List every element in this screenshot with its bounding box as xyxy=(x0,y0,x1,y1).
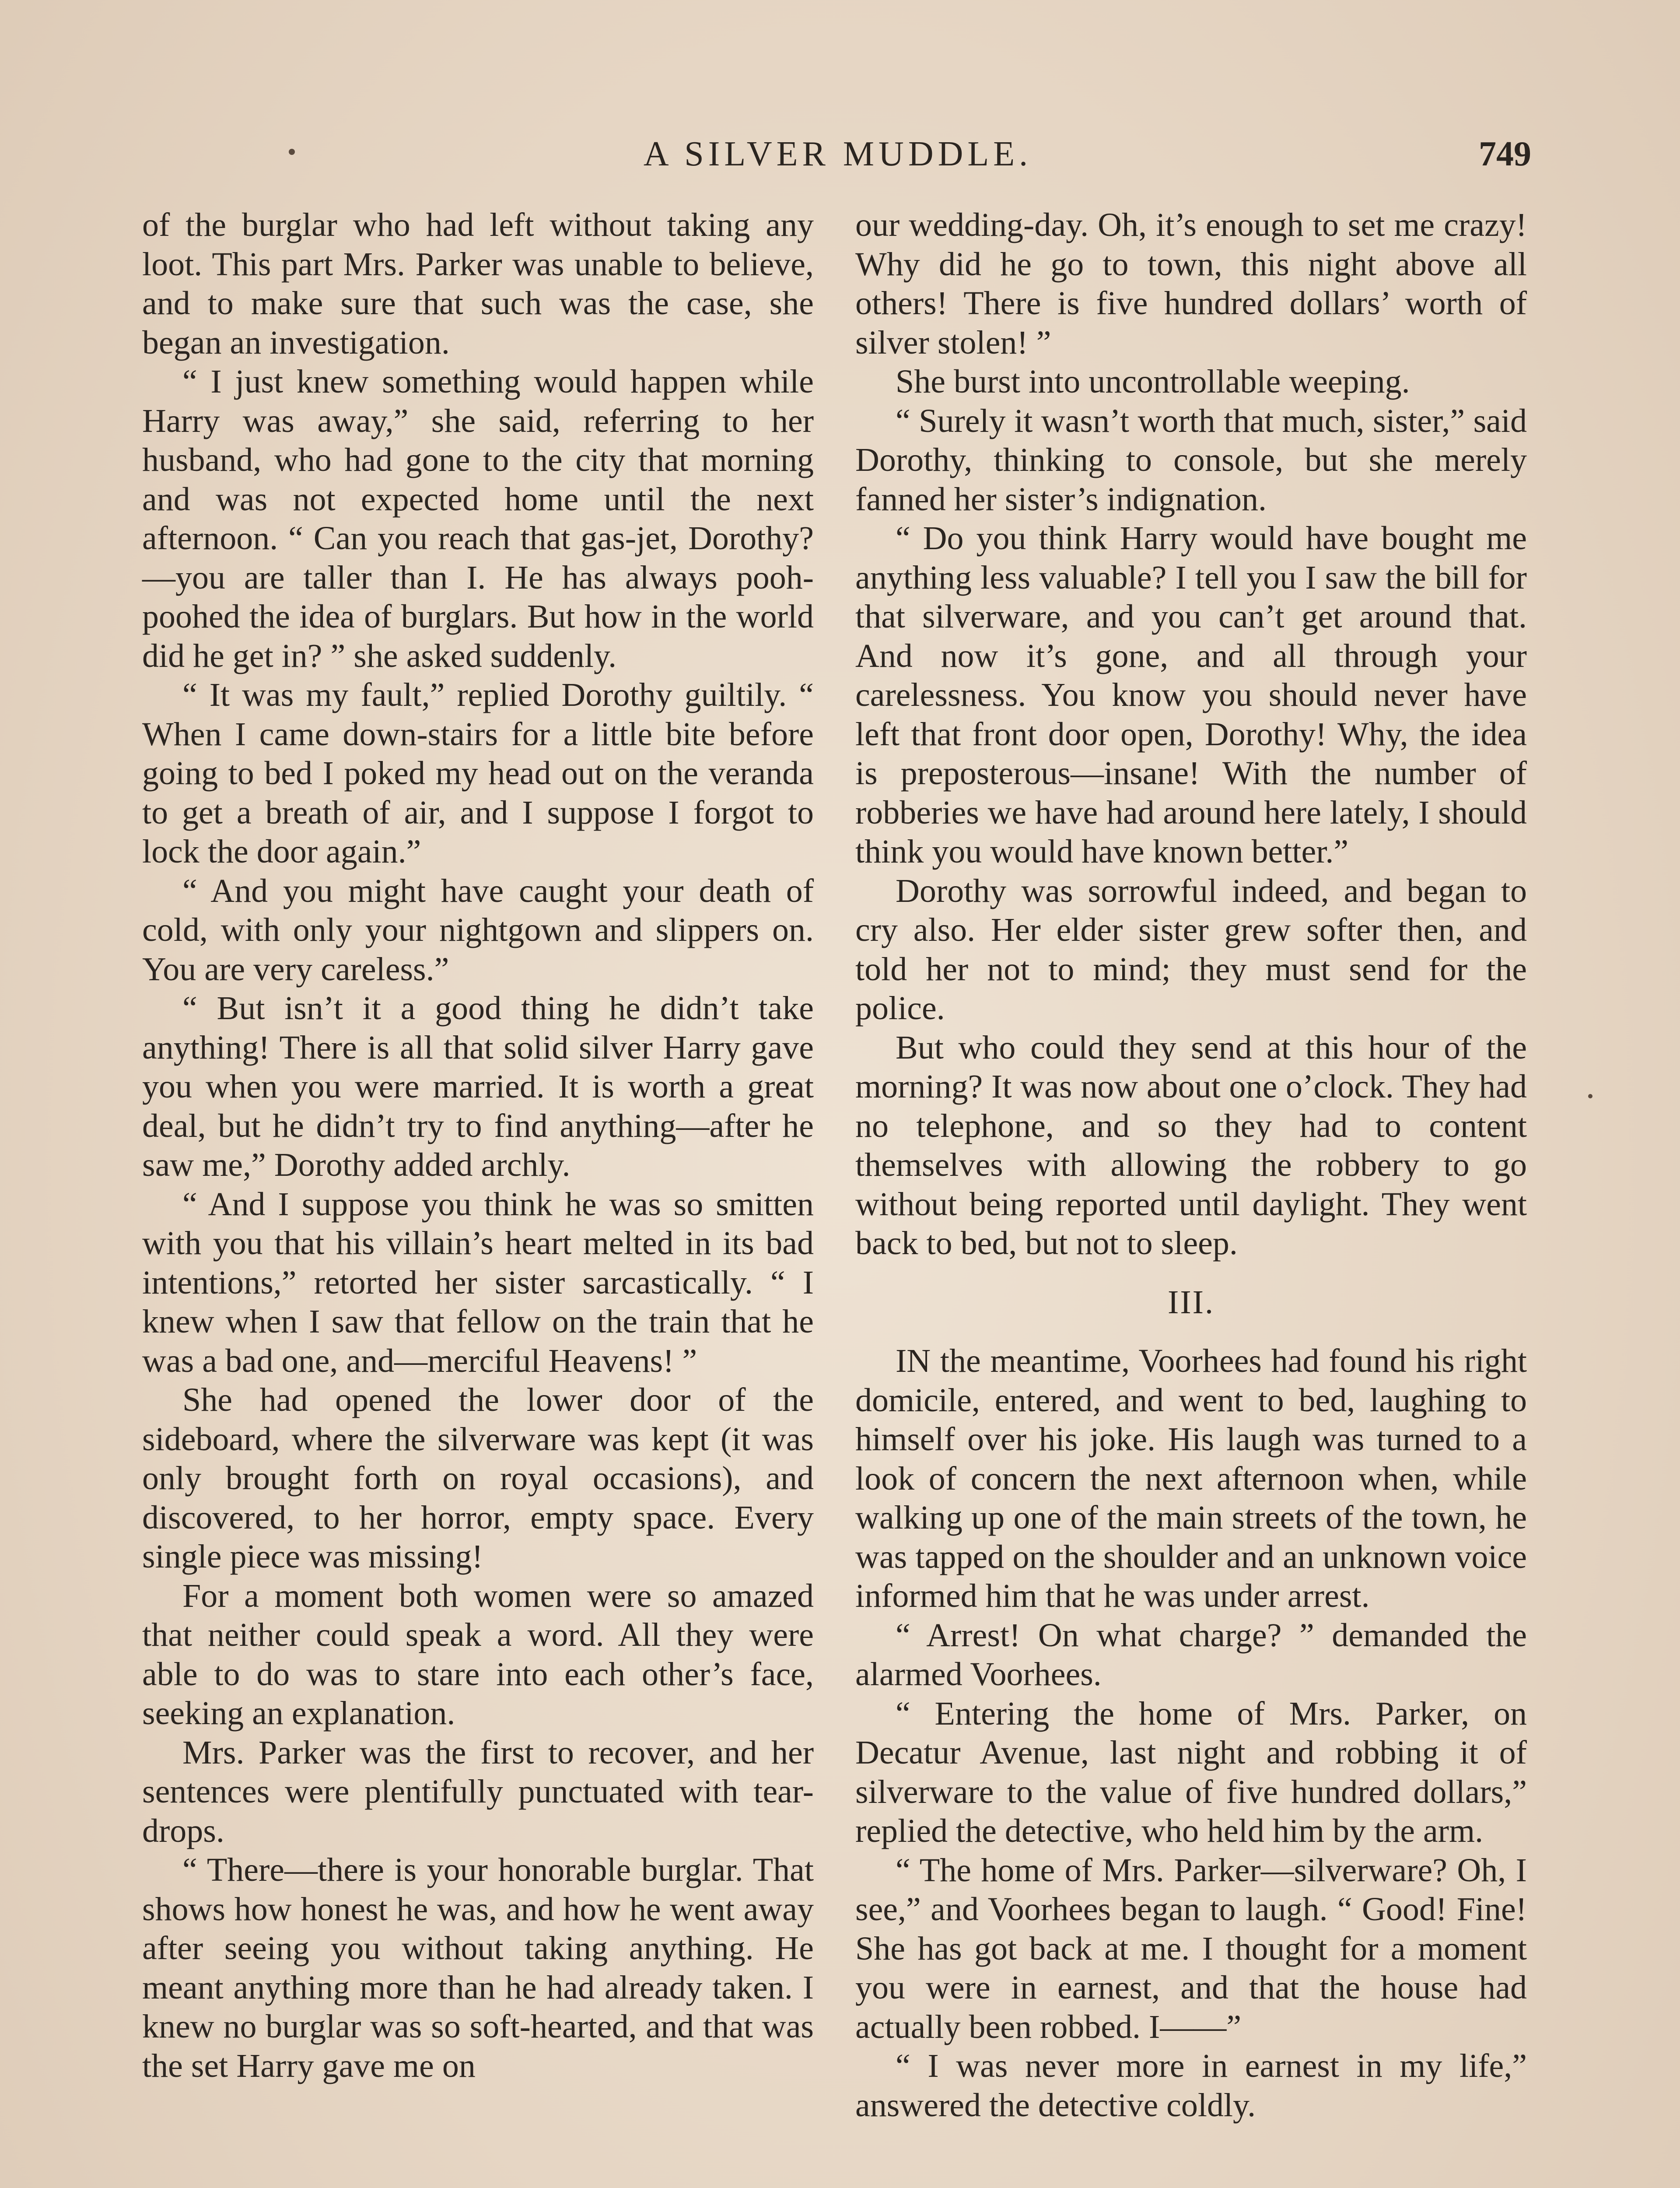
paragraph: IN the meantime, Voorhees had found his right domicile, entered, and went to bed, laughing to himself over his joke. His laugh was turned to a look of concern the next afternoon when, while walking up one of the main streets of the town, he was tapped on the shoulder and an unknown voice informed him that he was under arrest. xyxy=(855,1343,1527,1614)
paragraph: But who could they send at this hour of the morning? It was now about one o’clock. They had no telephone, and so they had to content themselves with allowing the robbery to go without being reported until daylight. They went back to bed, but not to sleep. xyxy=(855,1029,1527,1262)
paragraph: For a moment both women were so amazed that neither could speak a word. All they were able to do was to stare into each other’s face, seeking an explanation. xyxy=(142,1577,814,1732)
paragraph: “ There—there is your honorable burglar. That shows how honest he was, and how he went away after seeing you without taking anything. He meant anything more than he had already taken. I knew no burglar was so soft-hearted, and that was the set Harry gave me on xyxy=(142,1851,814,2084)
paragraph: “ I just knew something would happen while Harry was away,” she said, referring to her husband, who had gone to the city that morning and was not expected home until the next afternoon. “ Can you reach that gas-jet, Dorothy?—you are taller than I. He has always pooh-poohed the idea of burglars. But how in the world did he get in? ” she asked suddenly. xyxy=(142,363,814,674)
paragraph: “ The home of Mrs. Parker—silverware? Oh, I see,” and Voorhees began to laugh. “ Good! Fine! She has got back at me. I thought for a moment you were in earnest, and that the house had actually been robbed. I——” xyxy=(855,1851,1527,2045)
paragraph: “ It was my fault,” replied Dorothy guiltily. “ When I came down-stairs for a little bite before going to bed I poked my head out on the veranda to get a breath of air, and I suppose I forgot to lock the door again.” xyxy=(142,677,814,870)
page-header xyxy=(144,128,1531,180)
paragraph: “ Do you think Harry would have bought me anything less valuable? I tell you I saw the bill for that silverware, and you can’t get around that. And now it’s gone, and all through your carelessness. You know you should never have left that front door open, Dorothy! Why, the idea is preposterous—insane! With the number of robberies we have had around here lately, I should think you would have known better.” xyxy=(855,520,1527,870)
paragraph: “ I was never more in earnest in my life,” answered the detective coldly. xyxy=(855,2048,1527,2124)
paragraph: She burst into uncontrollable weeping. xyxy=(896,363,1410,400)
paragraph: She had opened the lower door of the sideboard, where the silverware was kept (it was only brought forth on royal occasions), and discovered, to her horror, empty space. Every single piece was missing! xyxy=(142,1382,814,1575)
paragraph: “ But isn’t it a good thing he didn’t take anything! There is all that solid silver Harry gave you when you were married. It is worth a great deal, but he didn’t try to find anything—after he saw me,” Dorothy added archly. xyxy=(142,990,814,1183)
paragraph: our wedding-day. Oh, it’s enough to set me crazy! Why did he go to town, this night above all others! There is five hundred dollars’ worth of silver stolen! ” xyxy=(855,207,1527,361)
paragraph: of the burglar who had left without taking any loot. This part Mrs. Parker was unable to believe, and to make sure that such was the case, she began an investigation. xyxy=(142,207,814,361)
paragraph: Mrs. Parker was the first to recover, and her sentences were plentifully punctuated with tear-drops. xyxy=(142,1734,814,1849)
running-title: A SILVER MUDDLE. xyxy=(643,135,1032,173)
paragraph: Dorothy was sorrowful indeed, and began to cry also. Her elder sister grew softer then, and told her not to mind; they must send for the police. xyxy=(855,872,1527,1027)
section-heading: III. xyxy=(1168,1283,1214,1321)
page-number: 749 xyxy=(1479,135,1531,173)
paragraph: “ Arrest! On what charge? ” demanded the alarmed Voorhees. xyxy=(855,1616,1527,1693)
paragraph: “ Surely it wasn’t worth that much, sister,” said Dorothy, thinking to console, but she merely fanned her sister’s indignation. xyxy=(855,402,1527,518)
paragraph: “ Entering the home of Mrs. Parker, on Decatur Avenue, last night and robbing it of silverware to the value of five hundred dollars,” replied the detective, who held him by the arm. xyxy=(855,1695,1527,1849)
paper-speck xyxy=(289,149,295,155)
paper-speck xyxy=(1588,1094,1592,1098)
right-column xyxy=(855,206,1527,2125)
paragraph: “ And you might have caught your death of cold, with only your nightgown and slippers on. You are very careless.” xyxy=(142,872,814,988)
paragraph: “ And I suppose you think he was so smitten with you that his villain’s heart melted in its bad intentions,” retorted her sister sarcastically. “ I knew when I saw that fellow on the train that he was a bad one, and—merciful Heavens! ” xyxy=(142,1185,814,1379)
left-column xyxy=(142,206,814,2086)
